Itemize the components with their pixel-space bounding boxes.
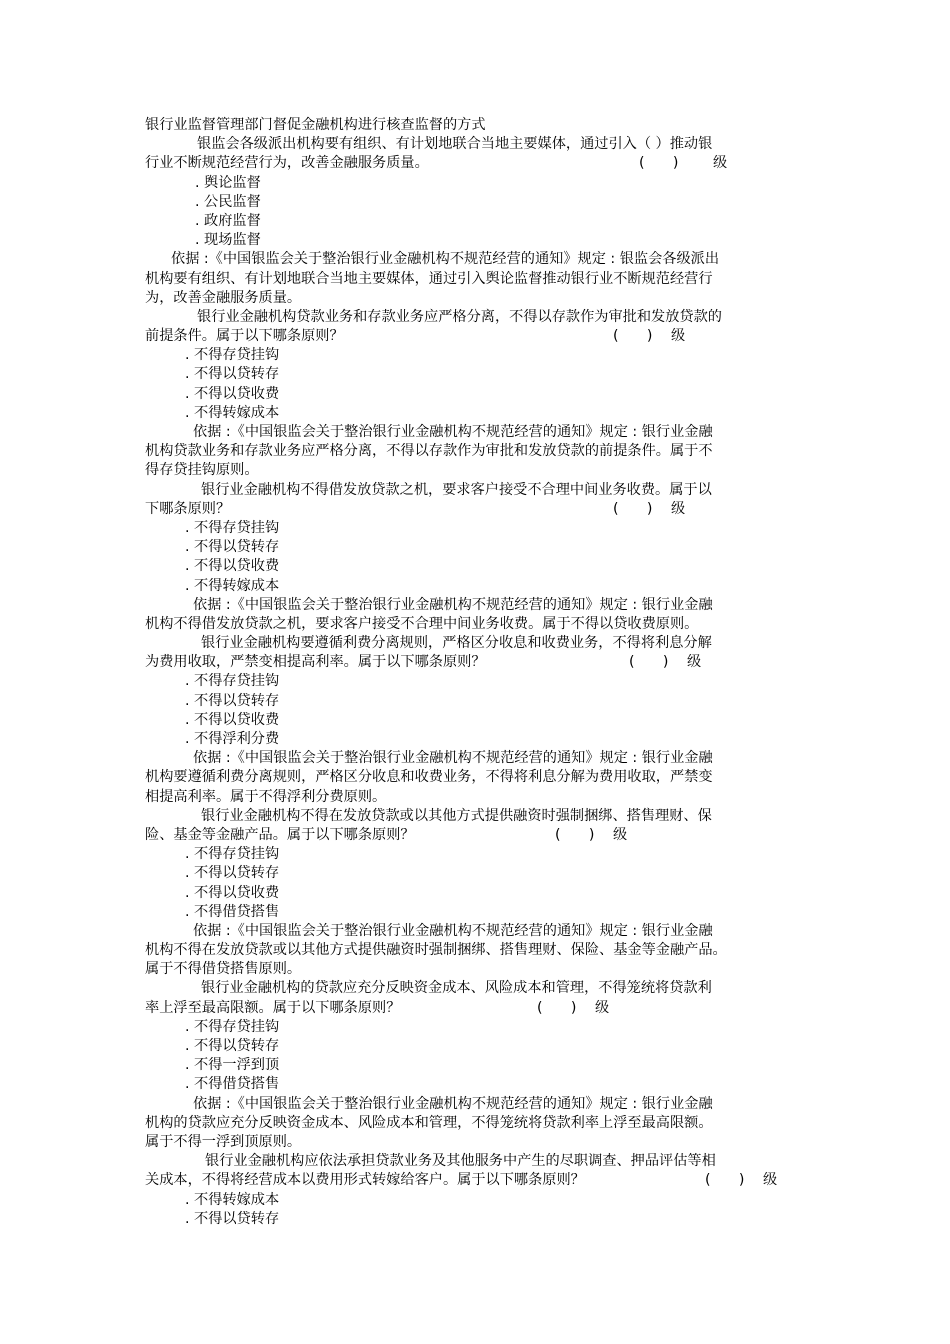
question-text-line: 关成本，不得将经营成本以费用形式转嫁给客户。属于以下哪条原则？ ( ) 级 xyxy=(145,1171,809,1190)
answer-bracket[interactable]: ( ) xyxy=(537,999,577,1016)
explanation-line: 依据 :《中国银监会关于整治银行业金融机构不规范经营的通知》规定 : 银行业金融 xyxy=(193,1095,713,1112)
question-text-line: 银行业金融机构要遵循利费分离规则，严格区分收息和收费业务，不得将利息分解 xyxy=(201,635,712,652)
question-block xyxy=(145,1152,809,1229)
explanation-line: 依据 :《中国银监会关于整治银行业金融机构不规范经营的通知》规定 : 银监会各级派出 xyxy=(171,251,720,268)
explanation-line: 为，改善金融服务质量。 xyxy=(145,289,302,306)
answer-bracket[interactable]: ( ) xyxy=(629,654,669,671)
answer-option[interactable]: . 不得浮利分费 xyxy=(185,731,280,747)
explanation-line: 属于不得一浮到顶原则。 xyxy=(145,1133,302,1150)
answer-option[interactable]: . 不得借贷搭售 xyxy=(185,903,280,920)
answer-option[interactable]: . 不得以贷收费 xyxy=(185,711,280,728)
explanation-line: 机构不得借发放贷款之机，要求客户接受不合理中间业务收费。属于不得以贷收费原则。 xyxy=(145,615,699,632)
explanation-line: 得存贷挂钩原则。 xyxy=(145,462,259,479)
answer-bracket[interactable]: ( ) xyxy=(613,328,653,345)
question-text-line: 为费用收取，严禁变相提高利率。属于以下哪条原则？ ( ) 级 xyxy=(145,653,809,672)
answer-option[interactable]: . 不得存贷挂钩 xyxy=(185,1018,280,1035)
question-text-line: 下哪条原则？ ( ) 级 xyxy=(145,500,809,519)
answer-option[interactable]: . 不得以贷收费 xyxy=(185,385,280,402)
explanation-line: 机构的贷款应充分反映资金成本、风险成本和管理，不得笼统将贷款利率上浮至最高限额。 xyxy=(145,1114,713,1131)
answer-option[interactable]: . 不得存贷挂钩 xyxy=(185,519,280,536)
explanation-line: 机构要遵循利费分离规则，严格区分收息和收费业务，不得将利息分解为费用收取，严禁变 xyxy=(145,769,713,786)
explanation-line: 机构要有组织、有计划地联合当地主要媒体，通过引入舆论监督推动银行业不断规范经营行 xyxy=(145,270,713,287)
answer-option[interactable]: . 不得以贷转存 xyxy=(185,539,280,556)
answer-option[interactable]: . 不得以贷转存 xyxy=(185,366,280,383)
answer-option[interactable]: . 现场监督 xyxy=(195,232,261,249)
answer-bracket[interactable]: ( ) xyxy=(613,500,653,517)
answer-option[interactable]: . 不得存贷挂钩 xyxy=(185,846,280,863)
answer-option[interactable]: . 不得以贷转存 xyxy=(185,1210,280,1227)
answer-bracket[interactable]: ( ) xyxy=(705,1172,745,1189)
question-text-line: 银行业金融机构不得借发放贷款之机，要求客户接受不合理中间业务收费。属于以 xyxy=(201,481,712,498)
difficulty-level: 级 xyxy=(595,999,610,1016)
difficulty-level: 级 xyxy=(613,826,628,843)
difficulty-level: 级 xyxy=(671,500,686,517)
answer-option[interactable]: . 不得转嫁成本 xyxy=(185,1191,280,1208)
difficulty-level: 级 xyxy=(763,1172,778,1189)
answer-option[interactable]: . 不得转嫁成本 xyxy=(185,404,280,421)
answer-option[interactable]: . 不得存贷挂钩 xyxy=(185,347,280,364)
question-block xyxy=(145,308,809,481)
question-text-line: 银监会各级派出机构要有组织、有计划地联合当地主要媒体，通过引入（ ）推动银 xyxy=(197,136,713,153)
answer-option[interactable]: . 不得以贷转存 xyxy=(185,865,280,882)
answer-option[interactable]: . 不得一浮到顶 xyxy=(185,1057,280,1074)
question-text-line: 银行业金融机构应依法承担贷款业务及其他服务中产生的尽职调查、押品评估等相 xyxy=(205,1153,716,1170)
question-text-line: 行业不断规范经营行为，改善金融服务质量。 ( ) 级 xyxy=(145,154,809,173)
answer-option[interactable]: . 不得以贷收费 xyxy=(185,884,280,901)
question-text-line: 银行业金融机构不得在发放贷款或以其他方式提供融资时强制捆绑、搭售理财、保 xyxy=(201,807,712,824)
explanation-line: 依据 :《中国银监会关于整治银行业金融机构不规范经营的通知》规定 : 银行业金融 xyxy=(193,922,713,939)
question-block xyxy=(145,135,809,308)
document-body xyxy=(145,116,809,1229)
explanation-line: 依据 :《中国银监会关于整治银行业金融机构不规范经营的通知》规定 : 银行业金融 xyxy=(193,750,713,767)
question-text-line: 率上浮至最高限额。属于以下哪条原则？ ( ) 级 xyxy=(145,999,809,1018)
answer-option[interactable]: . 公民监督 xyxy=(195,193,261,210)
explanation-line: 机构不得在发放贷款或以其他方式提供融资时强制捆绑、搭售理财、保险、基金等金融产品。 xyxy=(145,942,727,959)
explanation-line: 依据 :《中国银监会关于整治银行业金融机构不规范经营的通知》规定 : 银行业金融 xyxy=(193,596,713,613)
question-block xyxy=(145,634,809,807)
answer-option[interactable]: . 舆论监督 xyxy=(195,174,261,191)
answer-bracket[interactable]: ( ) xyxy=(639,155,679,172)
difficulty-level: 级 xyxy=(687,654,702,671)
answer-option[interactable]: . 不得存贷挂钩 xyxy=(185,673,280,690)
answer-option[interactable]: . 不得借贷搭售 xyxy=(185,1076,280,1093)
answer-option[interactable]: . 不得以贷转存 xyxy=(185,692,280,709)
question-list xyxy=(145,135,809,1229)
explanation-line: 属于不得借贷搭售原则。 xyxy=(145,961,302,978)
answer-option[interactable]: . 不得以贷转存 xyxy=(185,1038,280,1054)
answer-option[interactable]: . 政府监督 xyxy=(195,212,261,229)
explanation-line: 机构贷款业务和存款业务应严格分离，不得以存款作为审批和发放贷款的前提条件。属于不 xyxy=(145,443,713,460)
answer-option[interactable]: . 不得以贷收费 xyxy=(185,558,280,575)
question-text-line: 前提条件。属于以下哪条原则？ ( ) 级 xyxy=(145,327,809,346)
answer-bracket[interactable]: ( ) xyxy=(555,826,595,843)
difficulty-level: 级 xyxy=(671,328,686,345)
answer-option[interactable]: . 不得转嫁成本 xyxy=(185,577,280,594)
question-block xyxy=(145,979,809,1152)
doc-title: 银行业监督管理部门督促金融机构进行核查监督的方式 xyxy=(145,117,486,133)
question-text-line: 银行业金融机构贷款业务和存款业务应严格分离，不得以存款作为审批和发放贷款的 xyxy=(197,308,722,325)
explanation-line: 相提高利率。属于不得浮利分费原则。 xyxy=(145,788,387,805)
difficulty-level: 级 xyxy=(713,155,728,172)
explanation-line: 依据 :《中国银监会关于整治银行业金融机构不规范经营的通知》规定 : 银行业金融 xyxy=(193,424,713,440)
question-text-line: 银行业金融机构的贷款应充分反映资金成本、风险成本和管理，不得笼统将贷款利 xyxy=(201,980,712,997)
question-block xyxy=(145,481,809,635)
question-block xyxy=(145,807,809,980)
question-text-line: 险、基金等金融产品。属于以下哪条原则？ ( ) 级 xyxy=(145,826,809,845)
